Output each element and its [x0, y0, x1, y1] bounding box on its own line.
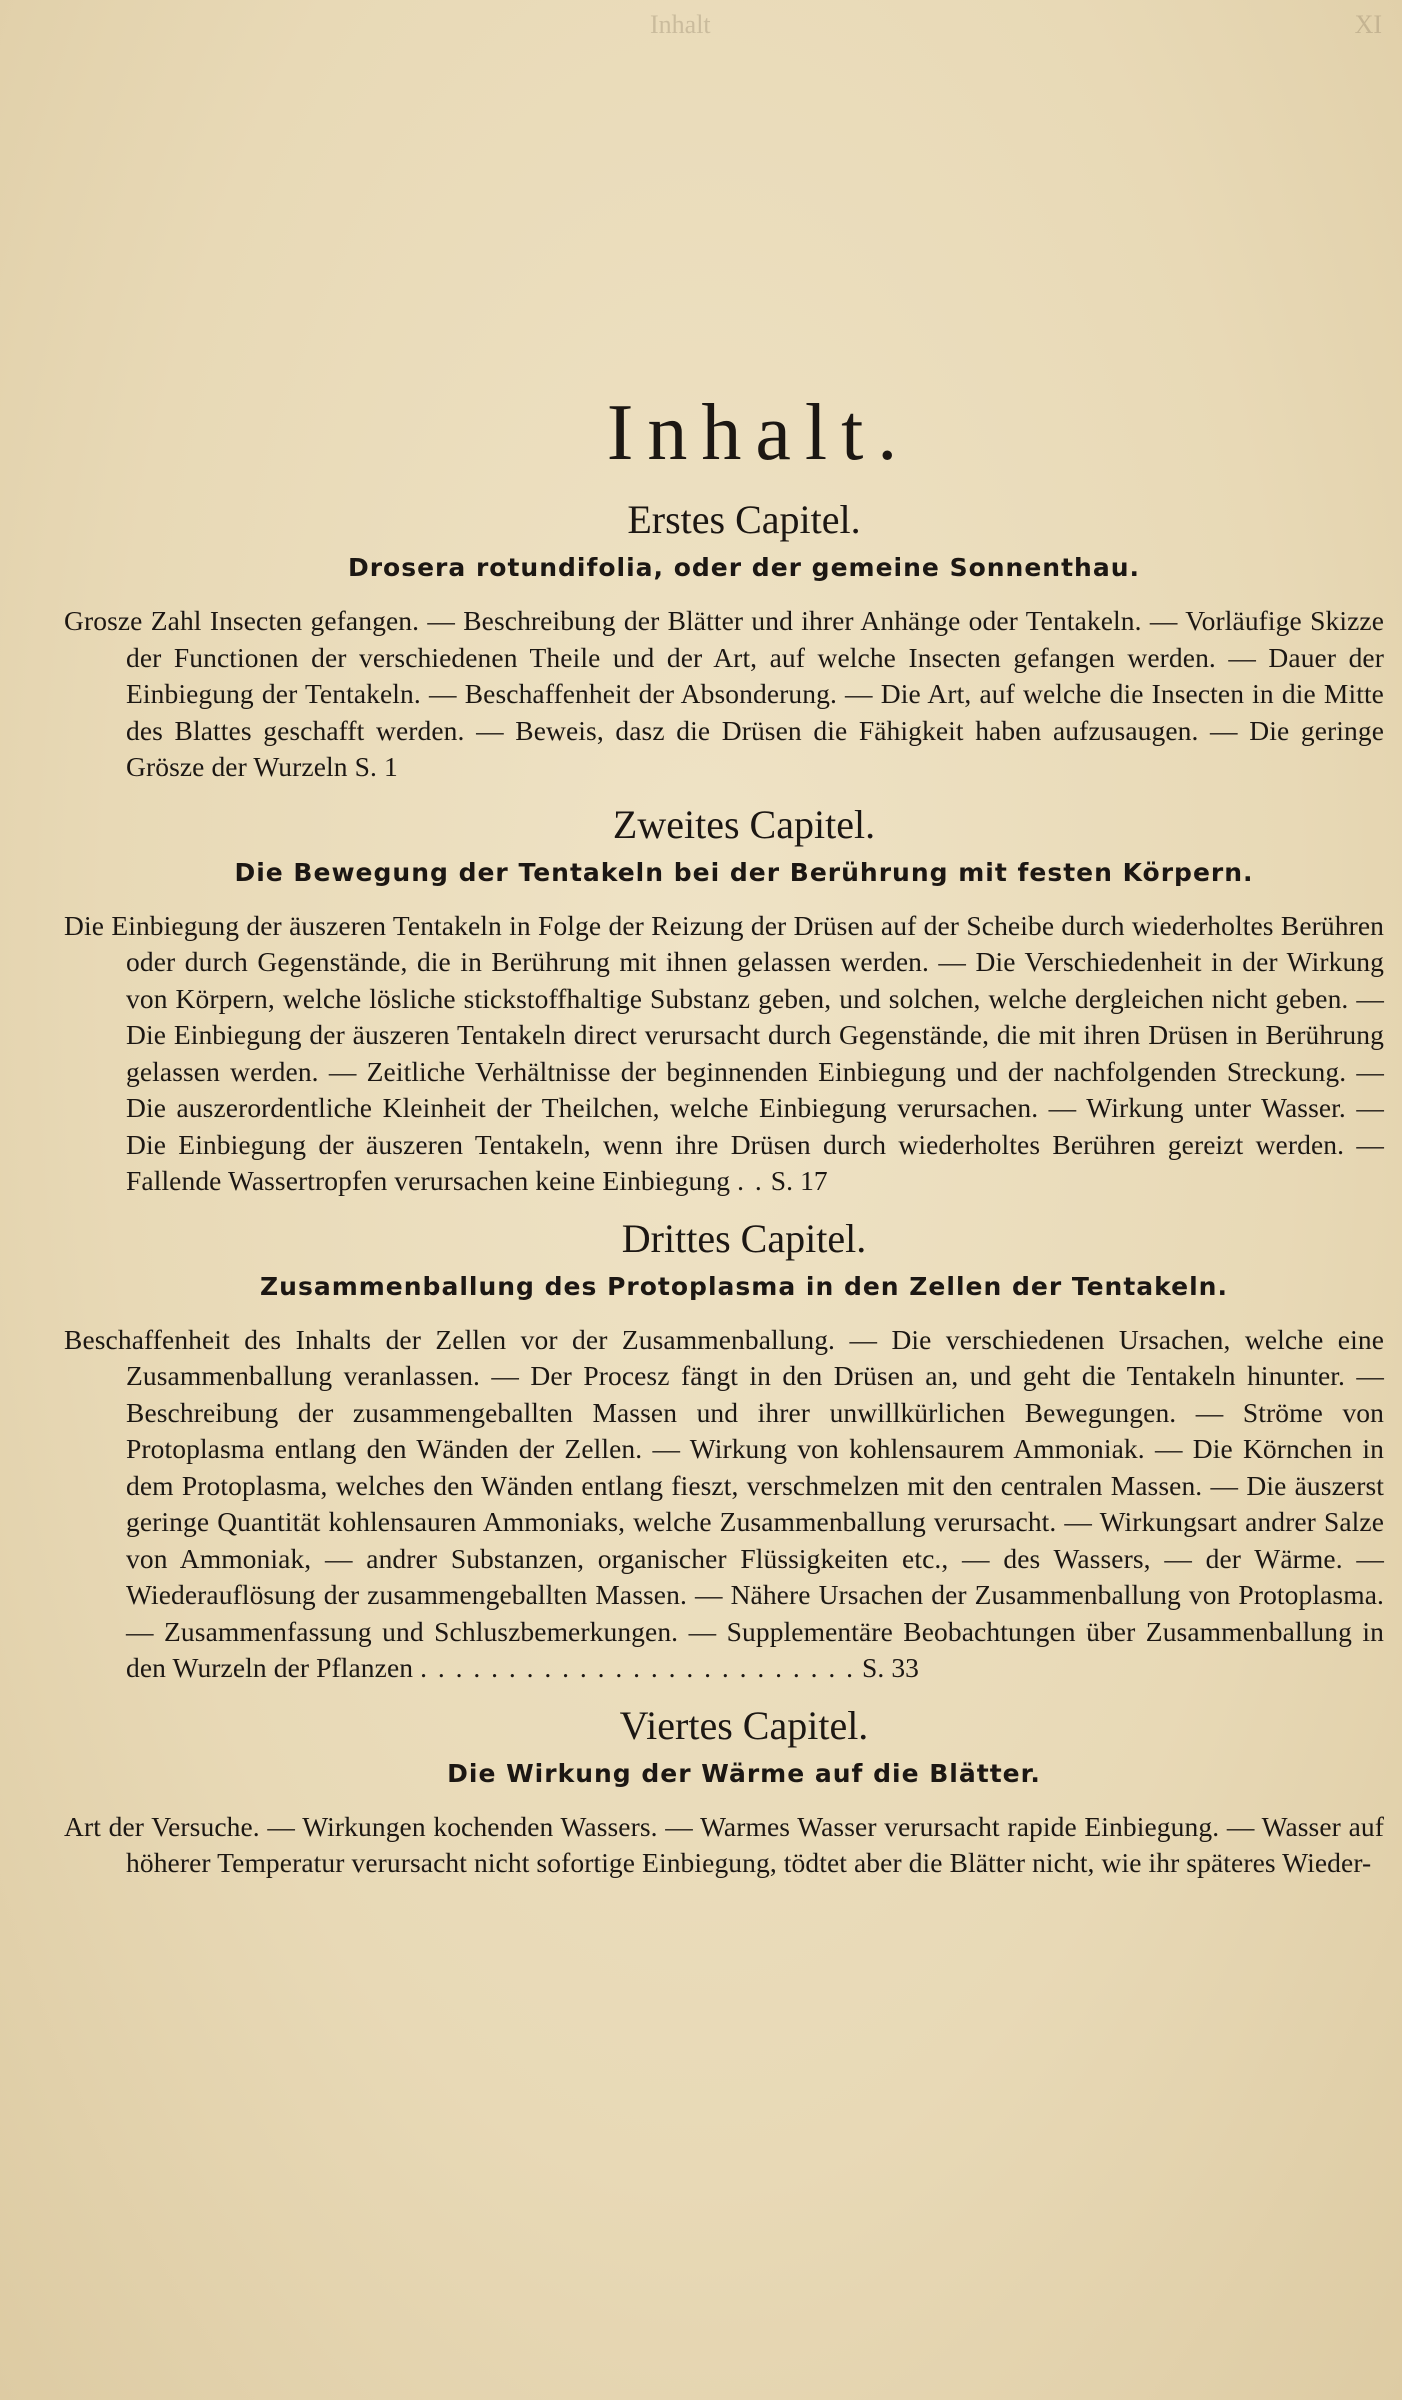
chapter-3	[64, 1214, 1384, 1687]
running-title: Inhalt	[650, 10, 711, 39]
dot-leader: . . . . . . . . . . . . . . . . . . . . . . . . .	[420, 1652, 855, 1683]
chapter-heading: Zweites Capitel.	[612, 801, 876, 847]
chapter-subtitle: Zusammenballung des Protoplasma in den Zellen der Tentakeln.	[260, 1271, 1228, 1301]
chapter-2	[64, 800, 1384, 1200]
chapter-subtitle: Die Wirkung der Wärme auf die Blätter.	[447, 1758, 1041, 1788]
dot-leader: . .	[737, 1165, 764, 1196]
summary-text: Art der Versuche. — Wirkungen kochenden Wassers. — Warmes Wasser verursacht rapide Einbiegung. — Wasser auf höherer Temperatur verursacht nicht sofortige Einbiegung, tödtet aber die Blätter nicht, wie ihr späteres Wieder-	[64, 1810, 1384, 1878]
chapter-summary	[64, 908, 1384, 1200]
summary-text: Grosze Zahl Insecten gefangen. — Beschreibung der Blätter und ihrer Anhänge oder Tentakeln. — Vorläufige Skizze der Functionen der verschiedenen Theile und der Art, auf welche Insecten gefangen werden. — Dauer der Einbiegung der Tentakeln. — Beschaffenheit der Absonderung. — Die Art, auf welche die Insecten in die Mitte des Blattes geschafft werden. — Beweis, dasz die Drüsen die Fähigkeit haben aufzusaugen. — Die geringe Grösze der Wurzeln	[64, 605, 1384, 782]
summary-text: Beschaffenheit des Inhalts der Zellen vor der Zusammenballung. — Die verschiedenen Ursachen, welche eine Zusammenballung veranlassen. — Der Procesz fängt in den Drüsen an, und geht die Tentakeln hinunter. — Beschreibung der zusammengeballten Massen und ihrer unwillkürlichen Bewegungen. — Ströme von Protoplasma entlang den Wänden der Zellen. — Wirkung von kohlensaurem Ammoniak. — Die Körnchen in dem Protoplasma, welches den Wänden entlang fieszt, verschmelzen mit den centralen Massen. — Die äuszerst geringe Quantität kohlensauren Ammoniaks, welche Zusammenballung verursacht. — Wirkungsart andrer Salze von Ammoniak, — andrer Substanzen, organischer Flüssigkeiten etc., — des Wassers, — der Wärme. — Wiederauflösung der zusammengeballten Massen. — Nähere Ursachen der Zusammenballung von Protoplasma. — Zusammenfassung und Schluszbemerkungen. — Supplementäre Beobachtungen über Zusammenballung in den Wurzeln der Pflanzen	[64, 1323, 1384, 1683]
chapter-summary	[64, 1322, 1384, 1687]
chapter-1	[64, 495, 1384, 786]
running-header	[0, 6, 1402, 46]
chapter-4	[64, 1701, 1384, 1882]
chapter-heading: Viertes Capitel.	[619, 1702, 869, 1748]
chapter-heading: Drittes Capitel.	[621, 1215, 867, 1261]
table-of-contents	[64, 385, 1384, 1896]
chapter-summary	[64, 603, 1384, 786]
chapter-subtitle: Die Bewegung der Tentakeln bei der Berührung mit festen Körpern.	[234, 857, 1254, 887]
chapter-subtitle: Drosera rotundifolia, oder der gemeine Sonnenthau.	[347, 553, 1141, 582]
page-reference: S. 1	[354, 751, 398, 782]
chapter-summary	[64, 1809, 1384, 1882]
page-reference: S. 33	[861, 1652, 920, 1683]
chapter-heading: Erstes Capitel.	[627, 497, 861, 542]
page-title: Inhalt.	[606, 389, 912, 477]
page-number-roman: XI	[1354, 10, 1382, 39]
page-reference: S. 17	[770, 1165, 828, 1196]
summary-text: Die Einbiegung der äuszeren Tentakeln in Folge der Reizung der Drüsen auf der Scheibe durch wiederholtes Berühren oder durch Gegenstände, die in Berührung mit ihnen gelassen werden. — Die Verschiedenheit in der Wirkung von Körpern, welche lösliche stickstoffhaltige Substanz geben, und solchen, welche dergleichen nicht geben. — Die Einbiegung der äuszeren Tentakeln direct verursacht durch Gegenstände, die mit ihren Drüsen in Berührung gelassen werden. — Zeitliche Verhältnisse der beginnenden Einbiegung und der nachfolgenden Streckung. — Die auszerordentliche Kleinheit der Theilchen, welche Einbiegung verursachen. — Wirkung unter Wasser. — Die Einbiegung der äuszeren Tentakeln, wenn ihre Drüsen durch wiederholtes Berühren gereizt werden. — Fallende Wassertropfen verursachen keine Einbiegung	[64, 909, 1384, 1196]
